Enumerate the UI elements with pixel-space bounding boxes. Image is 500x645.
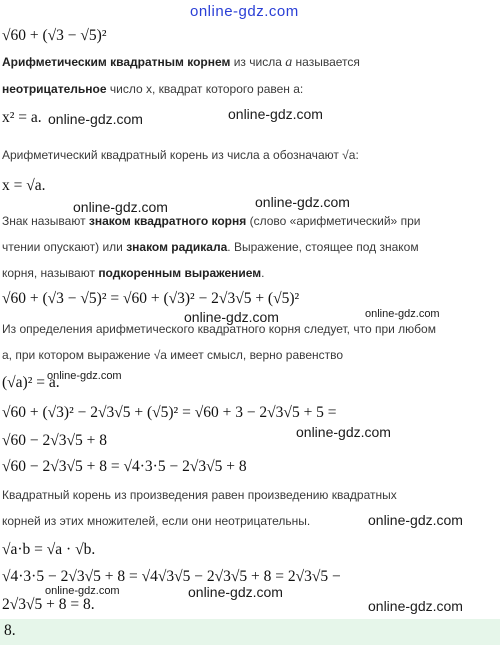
text-span: Знак называют	[2, 214, 89, 228]
term-nonnegative: неотрицательное	[2, 82, 107, 96]
watermark: online-gdz.com	[365, 308, 440, 320]
answer-box	[0, 619, 500, 645]
watermark: online-gdz.com	[45, 585, 120, 597]
watermark: online-gdz.com	[296, 424, 391, 440]
var-a: a	[285, 55, 293, 70]
watermark: online-gdz.com	[48, 111, 143, 127]
formula-x-squared: x² = a.	[2, 109, 42, 126]
rule-line-2: корней из этих множителей, если они неотрицательны.	[2, 514, 311, 528]
sign-paragraph-line-2	[2, 240, 419, 254]
rule-line-1: Квадратный корень из произведения равен произведению квадратных	[2, 488, 397, 502]
text-span: число x, квадрат которого равен a:	[106, 82, 304, 96]
watermark: online-gdz.com	[255, 194, 350, 210]
watermark: online-gdz.com	[368, 512, 463, 528]
text-span: (слово «арифметический» при	[246, 214, 421, 228]
text-span: чтении опускают) или	[2, 240, 127, 254]
solution-step-2: √60 + (√3)² − 2√3√5 + (√5)² = √60 + 3 − 2√3√5 + 5 =	[2, 404, 337, 421]
watermark: online-gdz.com	[184, 309, 279, 325]
formula-product-root: √a·b = √a · √b.	[2, 541, 96, 558]
watermark: online-gdz.com	[190, 3, 299, 20]
watermark: online-gdz.com	[47, 370, 122, 382]
text-span: из числа	[230, 55, 286, 69]
solution-step-1: √60 + (√3 − √5)² = √60 + (√3)² − 2√3√5 + (√5)²	[2, 290, 300, 307]
answer-value: 8.	[4, 622, 16, 639]
property-line-2: a, при котором выражение √a имеет смысл, верно равенство	[2, 348, 344, 362]
formula-x-root: x = √a.	[2, 177, 46, 194]
watermark: online-gdz.com	[368, 598, 463, 614]
formula-root-squared: (√a)² = a.	[2, 374, 60, 391]
watermark: online-gdz.com	[188, 584, 283, 600]
term-root-sign: знаком квадратного корня	[88, 214, 247, 228]
text-span: называется	[292, 55, 360, 69]
solution-step-5: √4·3·5 − 2√3√5 + 8 = √4√3√5 − 2√3√5 + 8 = 2√3√5 −	[2, 568, 341, 585]
watermark: online-gdz.com	[228, 106, 323, 122]
sign-paragraph-line-1	[2, 214, 420, 228]
text-span: .	[261, 266, 265, 280]
sign-paragraph-line-3	[2, 266, 265, 280]
definition-line-2	[2, 82, 303, 96]
definition-line-1	[2, 55, 360, 71]
solution-step-6: 2√3√5 + 8 = 8.	[2, 596, 95, 613]
problem-expression: √60 + (√3 − √5)²	[2, 27, 107, 44]
term-radicand: подкоренным выражением	[98, 266, 262, 280]
solution-step-4: √60 − 2√3√5 + 8 = √4·3·5 − 2√3√5 + 8	[2, 458, 247, 475]
watermark: online-gdz.com	[73, 199, 168, 215]
term-radical-sign: знаком радикала	[126, 240, 228, 254]
text-span: корня, называют	[2, 266, 99, 280]
notation-text: Арифметический квадратный корень из числа a обозначают √a:	[2, 148, 359, 162]
term-arithmetic-root: Арифметическим квадратным корнем	[2, 55, 231, 69]
solution-step-3: √60 − 2√3√5 + 8	[2, 432, 108, 449]
property-line-1: Из определения арифметического квадратного корня следует, что при любом	[2, 322, 436, 336]
text-span: . Выражение, стоящее под знаком	[227, 240, 419, 254]
